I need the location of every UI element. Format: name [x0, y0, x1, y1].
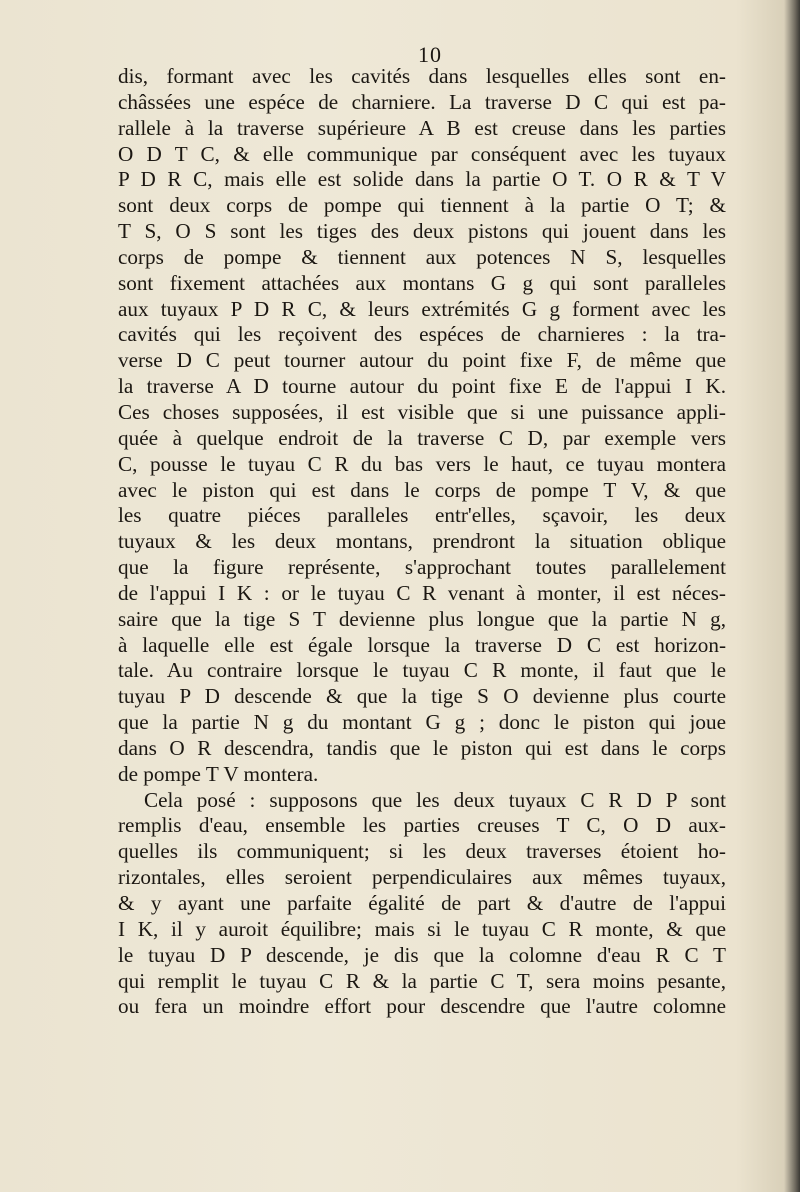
text-line: avec le piston qui est dans le corps de pompe T V, & que [118, 477, 726, 502]
text-line: quelles ils communiquent; si les deux traverses étoient ho- [118, 839, 726, 864]
text-line: cavités qui les reçoivent des espéces de charnieres : la tra- [118, 322, 726, 347]
text-line: corps de pompe & tiennent aux potences N S, lesquelles [118, 244, 726, 269]
text-line: aux tuyaux P D R C, & leurs extrémités G g forment avec les [118, 296, 726, 321]
text-line: O D T C, & elle communique par conséquent avec les tuyaux [118, 141, 726, 166]
text-line: châssées une espéce de charniere. La traverse D C qui est pa- [118, 89, 726, 114]
text-line: tuyau P D descende & que la tige S O devienne plus courte [118, 684, 726, 709]
text-line: T S, O S sont les tiges des deux pistons qui jouent dans les [118, 219, 726, 244]
text-line: dans O R descendra, tandis que le piston qui est dans le corps [118, 735, 726, 760]
text-line: la traverse A D tourne autour du point fixe E de l'appui I K. [118, 374, 726, 399]
text-line: verse D C peut tourner autour du point fixe F, de même que [118, 348, 726, 373]
text-line: dis, formant avec les cavités dans lesquelles elles sont en- [118, 64, 726, 88]
text-line: & y ayant une parfaite égalité de part & d'autre de l'appui [118, 891, 726, 915]
text-line: ou fera un moindre effort pour descendre que l'autre colomne [118, 994, 726, 1019]
text-line: rallele à la traverse supérieure A B est creuse dans les parties [118, 115, 726, 140]
text-line: P D R C, mais elle est solide dans la partie O T. O R & T V [118, 167, 726, 192]
text-line: Cela posé : supposons que les deux tuyaux C R D P sont [144, 787, 726, 812]
text-line: Ces choses supposées, il est visible que si une puissance appli- [118, 399, 726, 424]
text-line: saire que la tige S T devienne plus longue que la partie N g, [118, 606, 726, 631]
text-line: tuyaux & les deux montans, prendront la situation oblique [118, 529, 726, 554]
text-line: remplis d'eau, ensemble les parties creuses T C, O D aux- [118, 813, 726, 838]
text-line: de pompe T V montera. [118, 761, 319, 786]
text-line: tale. Au contraire lorsque le tuyau C R monte, il faut que le [118, 658, 726, 683]
text-line: que la partie N g du montant G g ; donc le piston qui joue [118, 710, 726, 735]
text-line: de l'appui I K : or le tuyau C R venant à monter, il est néces- [118, 580, 726, 605]
text-line: le tuyau D P descende, je dis que la colomne d'eau R C T [118, 942, 726, 967]
text-line: que la figure représente, s'approchant toutes parallelement [118, 555, 726, 580]
text-line: quée à quelque endroit de la traverse C D, par exemple vers [118, 425, 726, 450]
page-number: 10 [418, 42, 442, 67]
text-line: les quatre piéces paralleles entr'elles, sçavoir, les deux [118, 503, 726, 528]
text-line: I K, il y auroit équilibre; mais si le tuyau C R monte, & que [118, 916, 726, 941]
text-line: C, pousse le tuyau C R du bas vers le haut, ce tuyau montera [118, 451, 726, 476]
body-text [118, 64, 726, 1020]
text-line: qui remplit le tuyau C R & la partie C T, sera moins pesante, [118, 968, 726, 993]
text-line: sont fixement attachées aux montans G g qui sont paralleles [118, 270, 726, 295]
text-line: à laquelle elle est égale lorsque la traverse D C est horizon- [118, 632, 726, 657]
text-line: sont deux corps de pompe qui tiennent à la partie O T; & [118, 193, 726, 218]
text-line: rizontales, elles seroient perpendiculaires aux mêmes tuyaux, [118, 865, 726, 890]
